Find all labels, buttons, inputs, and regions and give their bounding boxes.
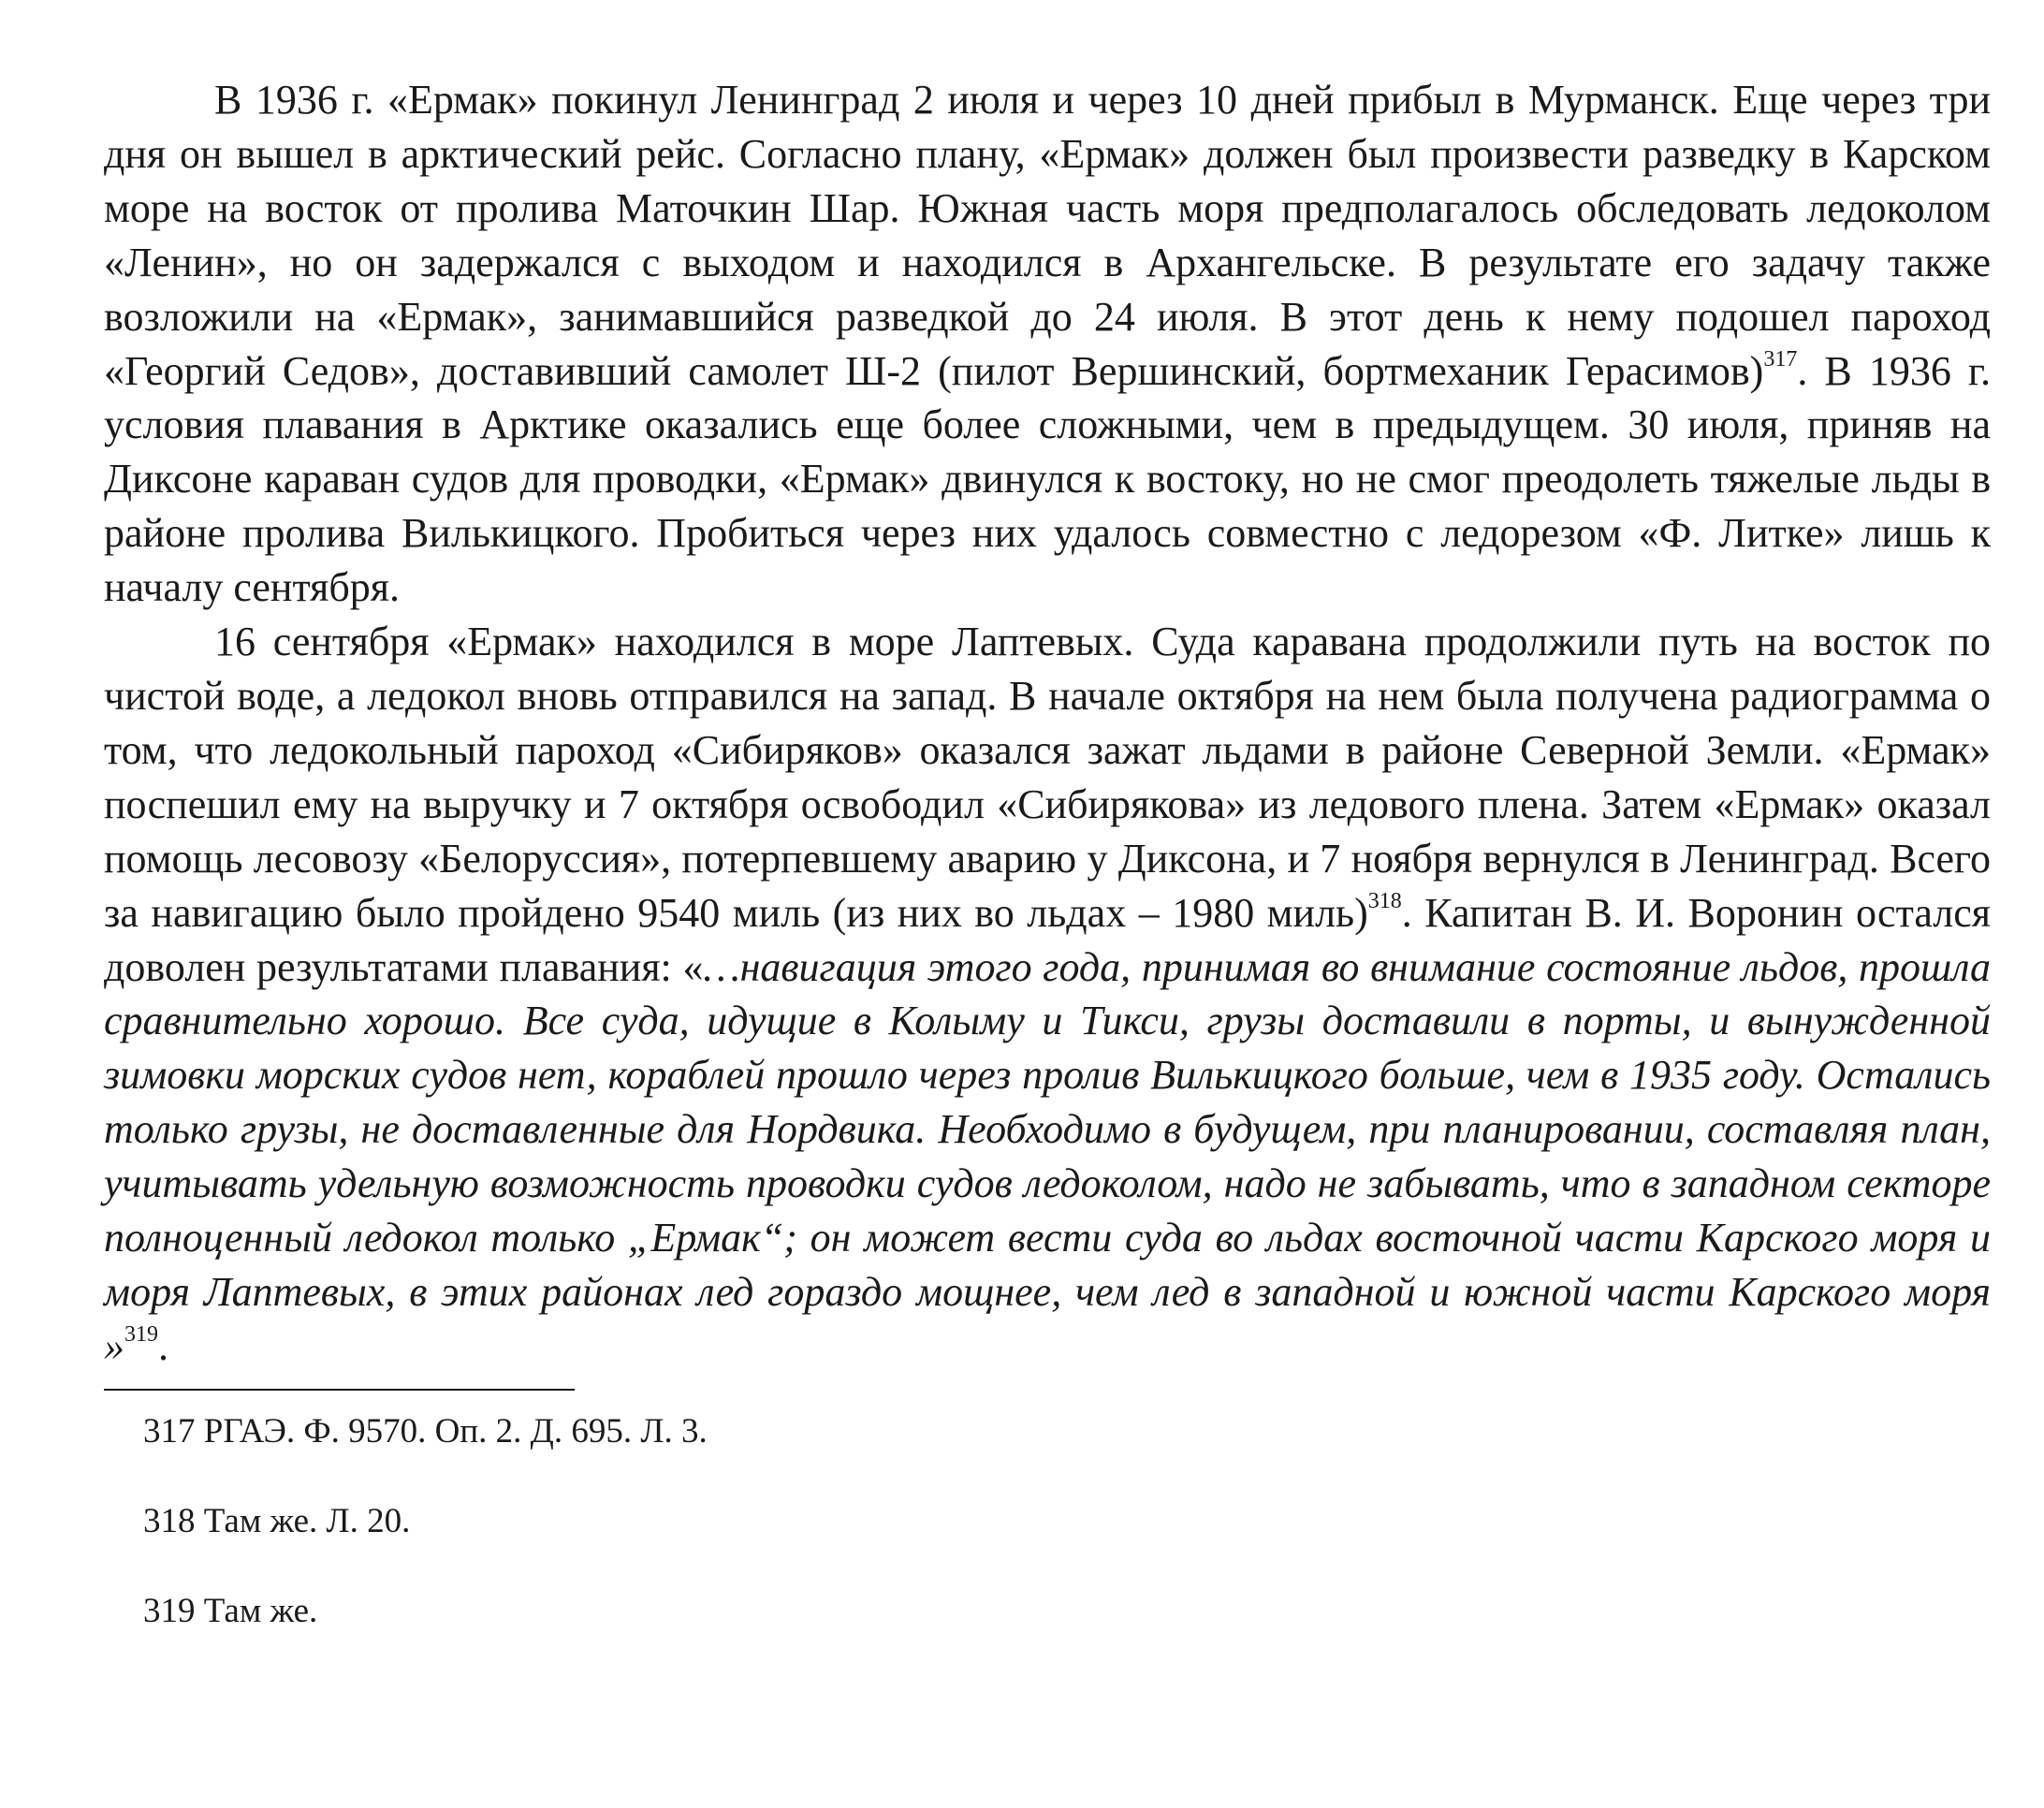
paragraph-1-text-end: . В 1936 г. условия плавания в Арктике оказались еще более сложными, чем в предыдущем. 30 июля, приняв на Диксоне караван судов для проводки, «Ермак» двинулся к востоку, но не смог преодолеть тяжелые льды в районе пролива Вилькицкого. Пробиться через них удалось совместно с ледорезом «Ф. Литке» лишь к началу сентября. bbox=[104, 347, 1991, 611]
paragraph-2 bbox=[104, 615, 1991, 1374]
footnote-ref-319[interactable]: 319 bbox=[124, 1322, 158, 1348]
footnote-318: 318 Там же. Л. 20. bbox=[143, 1501, 411, 1540]
footnote-separator bbox=[104, 1389, 575, 1391]
paragraph-1-text-start: В 1936 г. «Ермак» покинул Ленинград 2 июля и через 10 дней прибыл в Мурманск. Еще через три дня он вышел в арктический рейс. Согласно плану, «Ермак» должен был произвести разведку в Карском море на восток от пролива Маточкин Шар. Южная часть моря предполагалось обследовать ледоколом «Ленин», но он задержался с выходом и находился в Архангельске. В результате его задачу также возложили на «Ермак», занимавшийся разведкой до 24 июля. В этот день к нему подошел пароход «Георгий Седов», доставивший самолет Ш-2 (пилот Вершинский, бортмеханик Герасимов) bbox=[104, 77, 1991, 394]
footnote-317: 317 РГАЭ. Ф. 9570. Оп. 2. Д. 695. Л. 3. bbox=[143, 1411, 708, 1451]
main-text bbox=[104, 73, 1991, 1374]
document-page bbox=[104, 73, 1991, 1681]
footnote-ref-317[interactable]: 317 bbox=[1763, 346, 1798, 372]
voronin-quote: …навигация этого года, принимая во внимание состояние льдов, прошла сравнительно хорошо. Все суда, идущие в Колыму и Тикси, грузы доставили в порты, и вынужденной зимовки морских судов нет, кораблей прошло через пролив Вилькицкого больше, чем в 1935 году. Остались только грузы, не доставленные для Нордвика. Необходимо в будущем, при планировании, составляя план, учитывать удельную возможность проводки судов ледоколом, надо не забывать, что в западном секторе полноценный ледокол только „Ермак“; он может вести суда во льдах восточной части Карского моря и моря Лаптевых, в этих районах лед гораздо мощнее, чем лед в западной и южной части Карского моря » bbox=[104, 943, 1991, 1369]
paragraph-2-text-middle: . Капитан В. И. Воронин остался доволен результатами плавания: « bbox=[104, 889, 1991, 990]
paragraph-2-text-start: 16 сентября «Ермак» находился в море Лаптевых. Суда каравана продолжили путь на восток по чистой воде, а ледокол вновь отправился на запад. В начале октября на нем была получена радиограмма о том, что ледокольный пароход «Сибиряков» оказался зажат льдами в районе Северной Земли. «Ермак» поспешил ему на выручку и 7 октября освободил «Сибирякова» из ледового плена. Затем «Ермак» оказал помощь лесовозу «Белоруссия», потерпевшему аварию у Диксона, и 7 ноября вернулся в Ленинград. Всего за навигацию было пройдено 9540 миль (из них во льдах – 1980 миль) bbox=[104, 619, 1991, 936]
footnote-319: 319 Там же. bbox=[143, 1591, 318, 1630]
footnote-ref-318[interactable]: 318 bbox=[1367, 888, 1402, 913]
paragraph-1 bbox=[104, 73, 1991, 615]
paragraph-2-text-end: . bbox=[158, 1322, 168, 1369]
footnotes bbox=[104, 1411, 1991, 1632]
